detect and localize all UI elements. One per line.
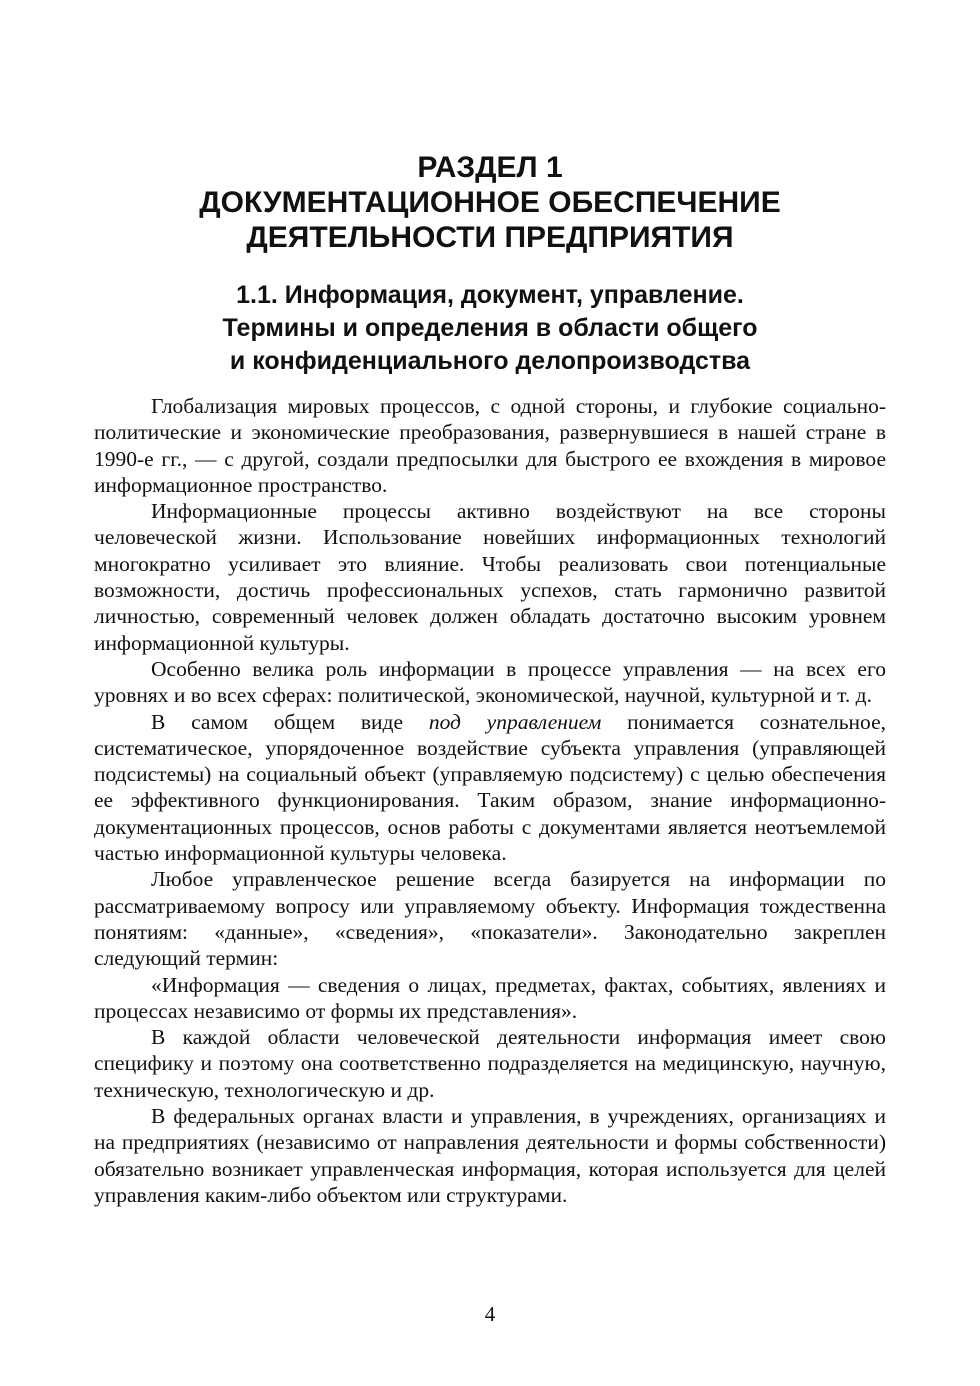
section-title-line-1: РАЗДЕЛ 1: [417, 151, 563, 184]
page-number: 4: [484, 1302, 496, 1326]
body-text: [94, 393, 886, 1208]
paragraph-1: Глобализация мировых процессов, с одной стороны, и глубокие социально-политические и экономические преобразования, развернувшиеся в нашей стране в 1990-е гг., — с другой, создали предпосылки для быстрого ее вхождения в мировое информационное пространство.: [94, 394, 886, 497]
section-title: [94, 150, 886, 255]
subsection-title-line-1: 1.1. Информация, документ, управление.: [236, 281, 744, 309]
paragraph-2: Информационные процессы активно воздействуют на все стороны человеческой жизни. Использование новейших информационных технологий многократно усиливает это влияние. Чтобы реализовать свои потенциальные возможности, достичь профессиональных успехов, стать гармонично развитой личностью, современный человек должен обладать достаточно высоким уровнем информационной культуры.: [94, 499, 886, 655]
paragraph-7: В каждой области человеческой деятельности информация имеет свою специфику и поэтому она соответственно подразделяется на медицинскую, научную, техническую, технологическую и др.: [94, 1025, 886, 1102]
page-content: [94, 150, 886, 1208]
paragraph-5: Любое управленческое решение всегда базируется на информации по рассматриваемому вопросу или управляемому объекту. Информация тождественна понятиям: «данные», «сведения», «показатели». Законодательно закреплен следующий термин:: [94, 867, 886, 971]
paragraph-8: В федеральных органах власти и управления, в учреждениях, организациях и на предприятиях (независимо от направления деятельности и формы собственности) обязательно возникает управленческая информация, которая используется для целей управления каким-либо объектом или структурами.: [94, 1104, 886, 1207]
subsection-title-line-2: Термины и определения в области общего: [222, 314, 758, 342]
term-management: под управлением: [428, 709, 602, 734]
section-title-line-3: ДЕЯТЕЛЬНОСТИ ПРЕДПРИЯТИЯ: [246, 221, 734, 254]
paragraph-6-definition-quote: «Информация — сведения о лицах, предметах, фактах, событиях, явлениях и процессах независимо от формы их представления».: [94, 972, 886, 1023]
subsection-title: [94, 279, 886, 378]
paragraph-4-end: понимается сознательное, систематическое, упорядоченное воздействие субъекта управления (управляющей подсистемы) на социальный объект (управляемую подсистему) с целью обеспечения ее эффективного функционирования. Таким образом, знание информационно-документационных процессов, основ работы с документами является неотъемлемой частью информационной культуры человека.: [94, 709, 886, 866]
section-title-line-2: ДОКУМЕНТАЦИОННОЕ ОБЕСПЕЧЕНИЕ: [199, 186, 781, 219]
subsection-title-line-3: и конфиденциального делопроизводства: [229, 347, 751, 375]
paragraph-4-start: В самом общем виде: [151, 709, 429, 734]
paragraph-3: Особенно велика роль информации в процессе управления — на всех его уровнях и во всех сферах: политической, экономической, научной, культурной и т. д.: [94, 656, 886, 708]
paragraph-4: [94, 709, 886, 867]
